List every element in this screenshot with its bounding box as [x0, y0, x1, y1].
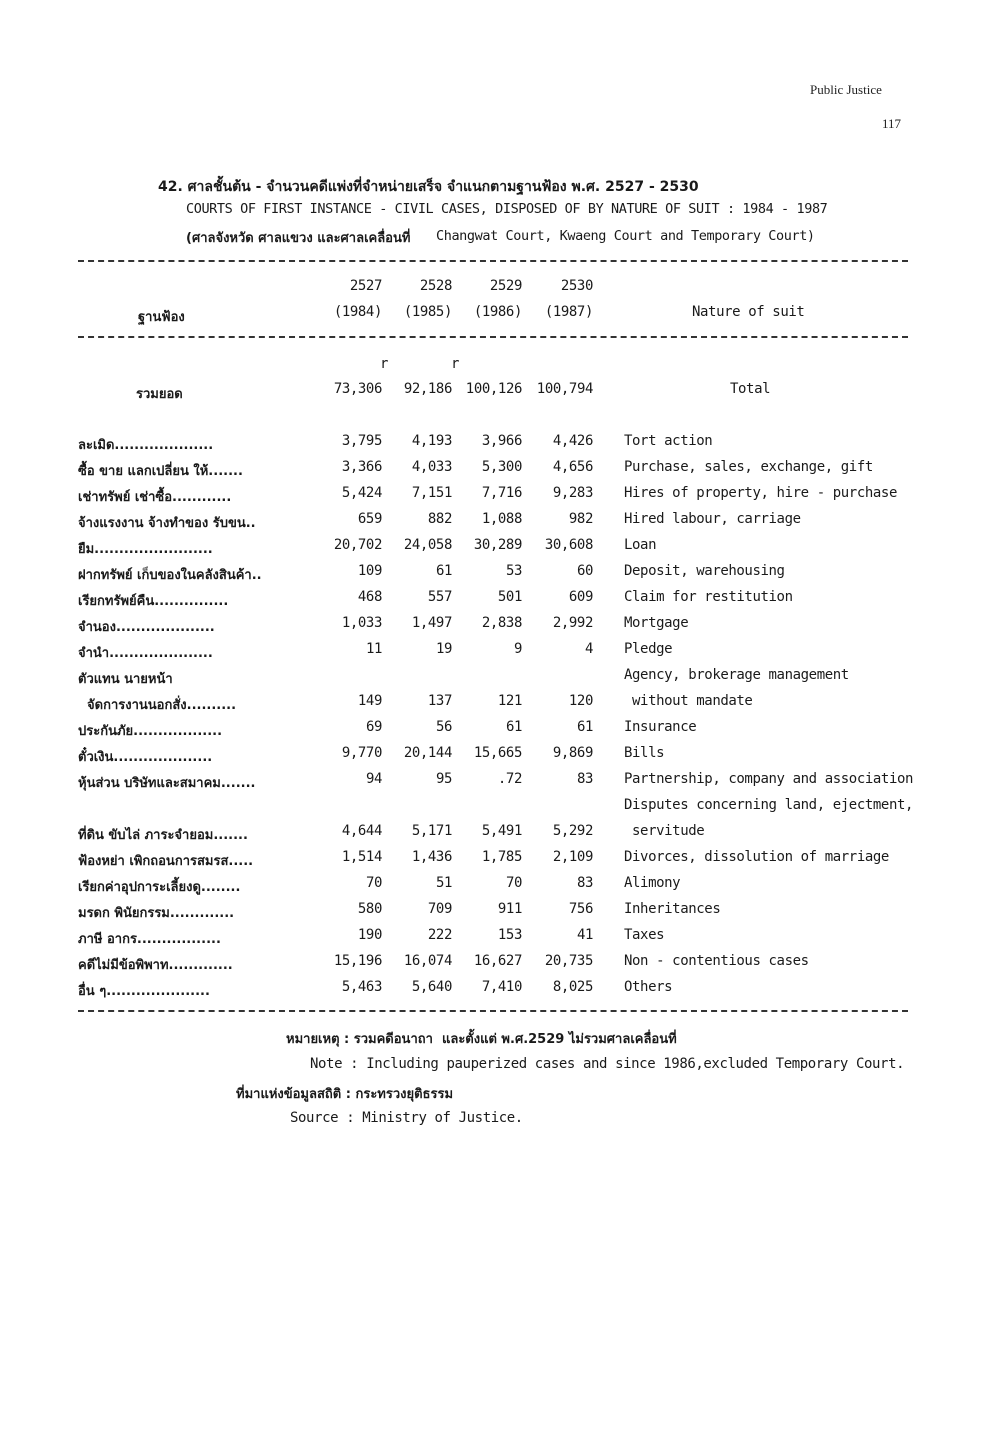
table-row: [0, 953, 990, 979]
table-row: [0, 901, 990, 927]
row-value: 3,966: [481, 433, 522, 449]
row-value: 7,716: [481, 485, 522, 501]
row-value: 7,410: [481, 979, 522, 995]
row-value: 982: [568, 511, 593, 527]
year-header-thai-0: 2527: [349, 278, 382, 294]
row-value: 24,058: [403, 537, 452, 553]
remark-thai: หมายเหตุ : รวมคดีอนาถา และตั้งแต่ พ.ศ.2529 ไม่รวมศาลเคลื่อนที่: [286, 1032, 677, 1047]
row-label-english: Others: [624, 979, 673, 995]
row-value: 222: [427, 927, 452, 943]
row-label-english: Taxes: [624, 927, 665, 943]
row-value: 20,144: [403, 745, 452, 761]
row-label-english: Alimony: [624, 875, 681, 891]
row-value: 83: [576, 875, 593, 891]
row-value: 1,436: [411, 849, 452, 865]
row-label-thai: จำนอง....................: [78, 620, 215, 635]
row-value: 137: [427, 693, 452, 709]
table-row: [0, 667, 990, 693]
row-value: 1,033: [341, 615, 382, 631]
year-header-thai-1: 2528: [419, 278, 452, 294]
row-value: 609: [568, 589, 593, 605]
row-label-english: Inheritances: [624, 901, 721, 917]
row-value: 94: [365, 771, 382, 787]
row-value: 30,608: [544, 537, 593, 553]
row-value: 9: [513, 641, 522, 657]
row-label-english: Disputes concerning land, ejectment,: [624, 797, 914, 813]
row-value: 7,151: [411, 485, 452, 501]
row-value: 2,838: [481, 615, 522, 631]
row-label-thai: มรดก พินัยกรรม.............: [78, 906, 235, 921]
table-row: [0, 693, 990, 719]
table-bottom-rule: [78, 1010, 908, 1012]
table-title-english: COURTS OF FIRST INSTANCE - CIVIL CASES, DISPOSED OF BY NATURE OF SUIT : 1984 - 1987: [186, 201, 828, 217]
table-row: [0, 745, 990, 771]
row-value: 61: [576, 719, 593, 735]
row-label-english: Hired labour, carriage: [624, 511, 801, 527]
row-value: 149: [357, 693, 382, 709]
table-row: [0, 823, 990, 849]
row-label-thai: ที่ดิน ขับไล่ ภาระจำยอม.......: [78, 828, 248, 843]
row-value: 56: [435, 719, 452, 735]
row-value: 5,491: [481, 823, 522, 839]
row-label-thai: ฝากทรัพย์ เก็บของในคลังสินค้า..: [78, 568, 262, 583]
row-value: 2,992: [552, 615, 593, 631]
year-header-thai-2: 2529: [489, 278, 522, 294]
row-value: 4,656: [552, 459, 593, 475]
row-value: 709: [427, 901, 452, 917]
row-label-english: Purchase, sales, exchange, gift: [624, 459, 873, 475]
table-row: [0, 433, 990, 459]
source-thai: ที่มาแห่งข้อมูลสถิติ : กระทรวงยุติธรรม: [236, 1087, 454, 1102]
source-english: Source : Ministry of Justice.: [290, 1110, 523, 1126]
row-value: 61: [435, 563, 452, 579]
row-value: 153: [497, 927, 522, 943]
table-row: [0, 979, 990, 1005]
table-row: [0, 771, 990, 797]
row-label-english: Divorces, dissolution of marriage: [624, 849, 889, 865]
page-number: 117: [882, 116, 902, 131]
column-header-thai: ฐานฟ้อง: [138, 310, 185, 325]
row-label-english: Pledge: [624, 641, 673, 657]
row-label-thai: ละเมิด....................: [78, 438, 214, 453]
row-label-thai: ซื้อ ขาย แลกเปลี่ยน ให้.......: [78, 464, 243, 479]
row-value: 501: [497, 589, 522, 605]
row-value: 20,702: [333, 537, 382, 553]
row-label-english: servitude: [624, 823, 705, 839]
year-header-ad-3: (1987): [544, 304, 593, 320]
row-value: 16,074: [403, 953, 452, 969]
table-row: [0, 875, 990, 901]
table-row: [0, 511, 990, 537]
row-value: 9,770: [341, 745, 382, 761]
row-label-thai: จัดการงานนอกสั่ง..........: [78, 698, 237, 713]
row-value: 11: [365, 641, 382, 657]
total-label-english: Total: [730, 381, 771, 397]
row-value: 83: [576, 771, 593, 787]
row-label-thai: เรียกค่าอุปการะเลี้ยงดู........: [78, 880, 241, 895]
row-value: 70: [365, 875, 382, 891]
table-row: [0, 615, 990, 641]
row-value: 16,627: [473, 953, 522, 969]
revised-mark-1984: r: [380, 356, 389, 372]
row-value: 4,426: [552, 433, 593, 449]
row-label-thai: ฟ้องหย่า เพิกถอนการสมรส.....: [78, 854, 254, 869]
row-label-english: Insurance: [624, 719, 697, 735]
row-value: 4: [584, 641, 593, 657]
row-value: 2,109: [552, 849, 593, 865]
row-value: 882: [427, 511, 452, 527]
table-subtitle-english: Changwat Court, Kwaeng Court and Temporary Court): [436, 228, 815, 244]
total-value: 92,186: [403, 381, 452, 397]
year-header-ad-0: (1984): [333, 304, 382, 320]
row-value: 4,644: [341, 823, 382, 839]
row-value: 756: [568, 901, 593, 917]
year-header-thai-3: 2530: [560, 278, 593, 294]
row-value: 9,869: [552, 745, 593, 761]
running-section-title: Public Justice: [810, 82, 882, 97]
row-label-english: Mortgage: [624, 615, 689, 631]
header-top-rule: [78, 260, 908, 262]
row-value: 5,300: [481, 459, 522, 475]
row-value: 3,795: [341, 433, 382, 449]
note-english: Note : Including pauperized cases and since 1986,excluded Temporary Court.: [310, 1056, 905, 1072]
row-value: 41: [576, 927, 593, 943]
row-value: 15,196: [333, 953, 382, 969]
row-value: 1,088: [481, 511, 522, 527]
row-label-english: Loan: [624, 537, 657, 553]
row-value: 20,735: [544, 953, 593, 969]
total-value: 100,126: [465, 381, 522, 397]
row-value: 5,171: [411, 823, 452, 839]
row-label-english: Bills: [624, 745, 665, 761]
row-value: 1,497: [411, 615, 452, 631]
row-value: 53: [505, 563, 522, 579]
row-value: 659: [357, 511, 382, 527]
row-value: 580: [357, 901, 382, 917]
row-label-thai: ภาษี อากร.................: [78, 932, 221, 947]
row-value: 4,193: [411, 433, 452, 449]
total-label-thai: รวมยอด: [136, 387, 183, 402]
year-header-ad-2: (1986): [473, 304, 522, 320]
row-value: 30,289: [473, 537, 522, 553]
total-value: 73,306: [333, 381, 382, 397]
row-label-english: Tort action: [624, 433, 713, 449]
row-label-english: Non - contentious cases: [624, 953, 809, 969]
row-label-thai: หุ้นส่วน บริษัทและสมาคม.......: [78, 776, 256, 791]
column-header-english: Nature of suit: [692, 304, 805, 320]
row-value: 121: [497, 693, 522, 709]
row-value: .72: [497, 771, 522, 787]
row-label-thai: เช่าทรัพย์ เช่าซื้อ............: [78, 490, 232, 505]
table-row: [0, 537, 990, 563]
revised-mark-1985: r: [451, 356, 460, 372]
row-value: 911: [497, 901, 522, 917]
row-label-english: Agency, brokerage management: [624, 667, 849, 683]
table-row: [0, 797, 990, 823]
row-label-english: Deposit, warehousing: [624, 563, 785, 579]
table-row: [0, 719, 990, 745]
row-value: 8,025: [552, 979, 593, 995]
row-label-thai: ตัวแทน นายหน้า: [78, 672, 173, 687]
row-value: 1,514: [341, 849, 382, 865]
table-row: [0, 563, 990, 589]
row-label-english: Partnership, company and association: [624, 771, 914, 787]
row-value: 61: [505, 719, 522, 735]
row-value: 51: [435, 875, 452, 891]
row-value: 1,785: [481, 849, 522, 865]
table-row: [0, 485, 990, 511]
row-label-thai: จ้างแรงงาน จ้างทำของ รับขน..: [78, 516, 256, 531]
row-value: 3,366: [341, 459, 382, 475]
row-value: 19: [435, 641, 452, 657]
row-value: 4,033: [411, 459, 452, 475]
row-value: 60: [576, 563, 593, 579]
row-label-english: without mandate: [624, 693, 753, 709]
row-label-thai: ประกันภัย..................: [78, 724, 223, 739]
row-label-thai: คดีไม่มีข้อพิพาท.............: [78, 958, 233, 973]
row-label-english: Claim for restitution: [624, 589, 793, 605]
table-row: [0, 459, 990, 485]
row-value: 5,292: [552, 823, 593, 839]
row-value: 557: [427, 589, 452, 605]
table-row: [0, 641, 990, 667]
row-label-thai: เรียกทรัพย์คืน...............: [78, 594, 229, 609]
row-value: 109: [357, 563, 382, 579]
total-value: 100,794: [536, 381, 593, 397]
table-title-thai: 42. ศาลชั้นต้น - จำนวนคดีแพ่งที่จำหน่ายเสร็จ จำแนกตามฐานฟ้อง พ.ศ. 2527 - 2530: [158, 179, 699, 195]
table-subtitle-thai: (ศาลจังหวัด ศาลแขวง และศาลเคลื่อนที่: [186, 231, 411, 246]
row-value: 5,640: [411, 979, 452, 995]
row-label-thai: ตั๋วเงิน....................: [78, 750, 213, 765]
year-header-ad-1: (1985): [403, 304, 452, 320]
row-value: 120: [568, 693, 593, 709]
row-value: 5,424: [341, 485, 382, 501]
table-row: [0, 849, 990, 875]
row-label-thai: ยืม........................: [78, 542, 213, 557]
row-value: 5,463: [341, 979, 382, 995]
row-value: 9,283: [552, 485, 593, 501]
row-label-thai: จำนำ.....................: [78, 646, 213, 661]
row-label-thai: อื่น ๆ.....................: [78, 984, 210, 999]
row-value: 69: [365, 719, 382, 735]
row-value: 15,665: [473, 745, 522, 761]
row-value: 190: [357, 927, 382, 943]
row-value: 70: [505, 875, 522, 891]
header-bottom-rule: [78, 336, 908, 338]
row-value: 95: [435, 771, 452, 787]
row-label-english: Hires of property, hire - purchase: [624, 485, 897, 501]
table-row: [0, 589, 990, 615]
row-value: 468: [357, 589, 382, 605]
table-row: [0, 927, 990, 953]
